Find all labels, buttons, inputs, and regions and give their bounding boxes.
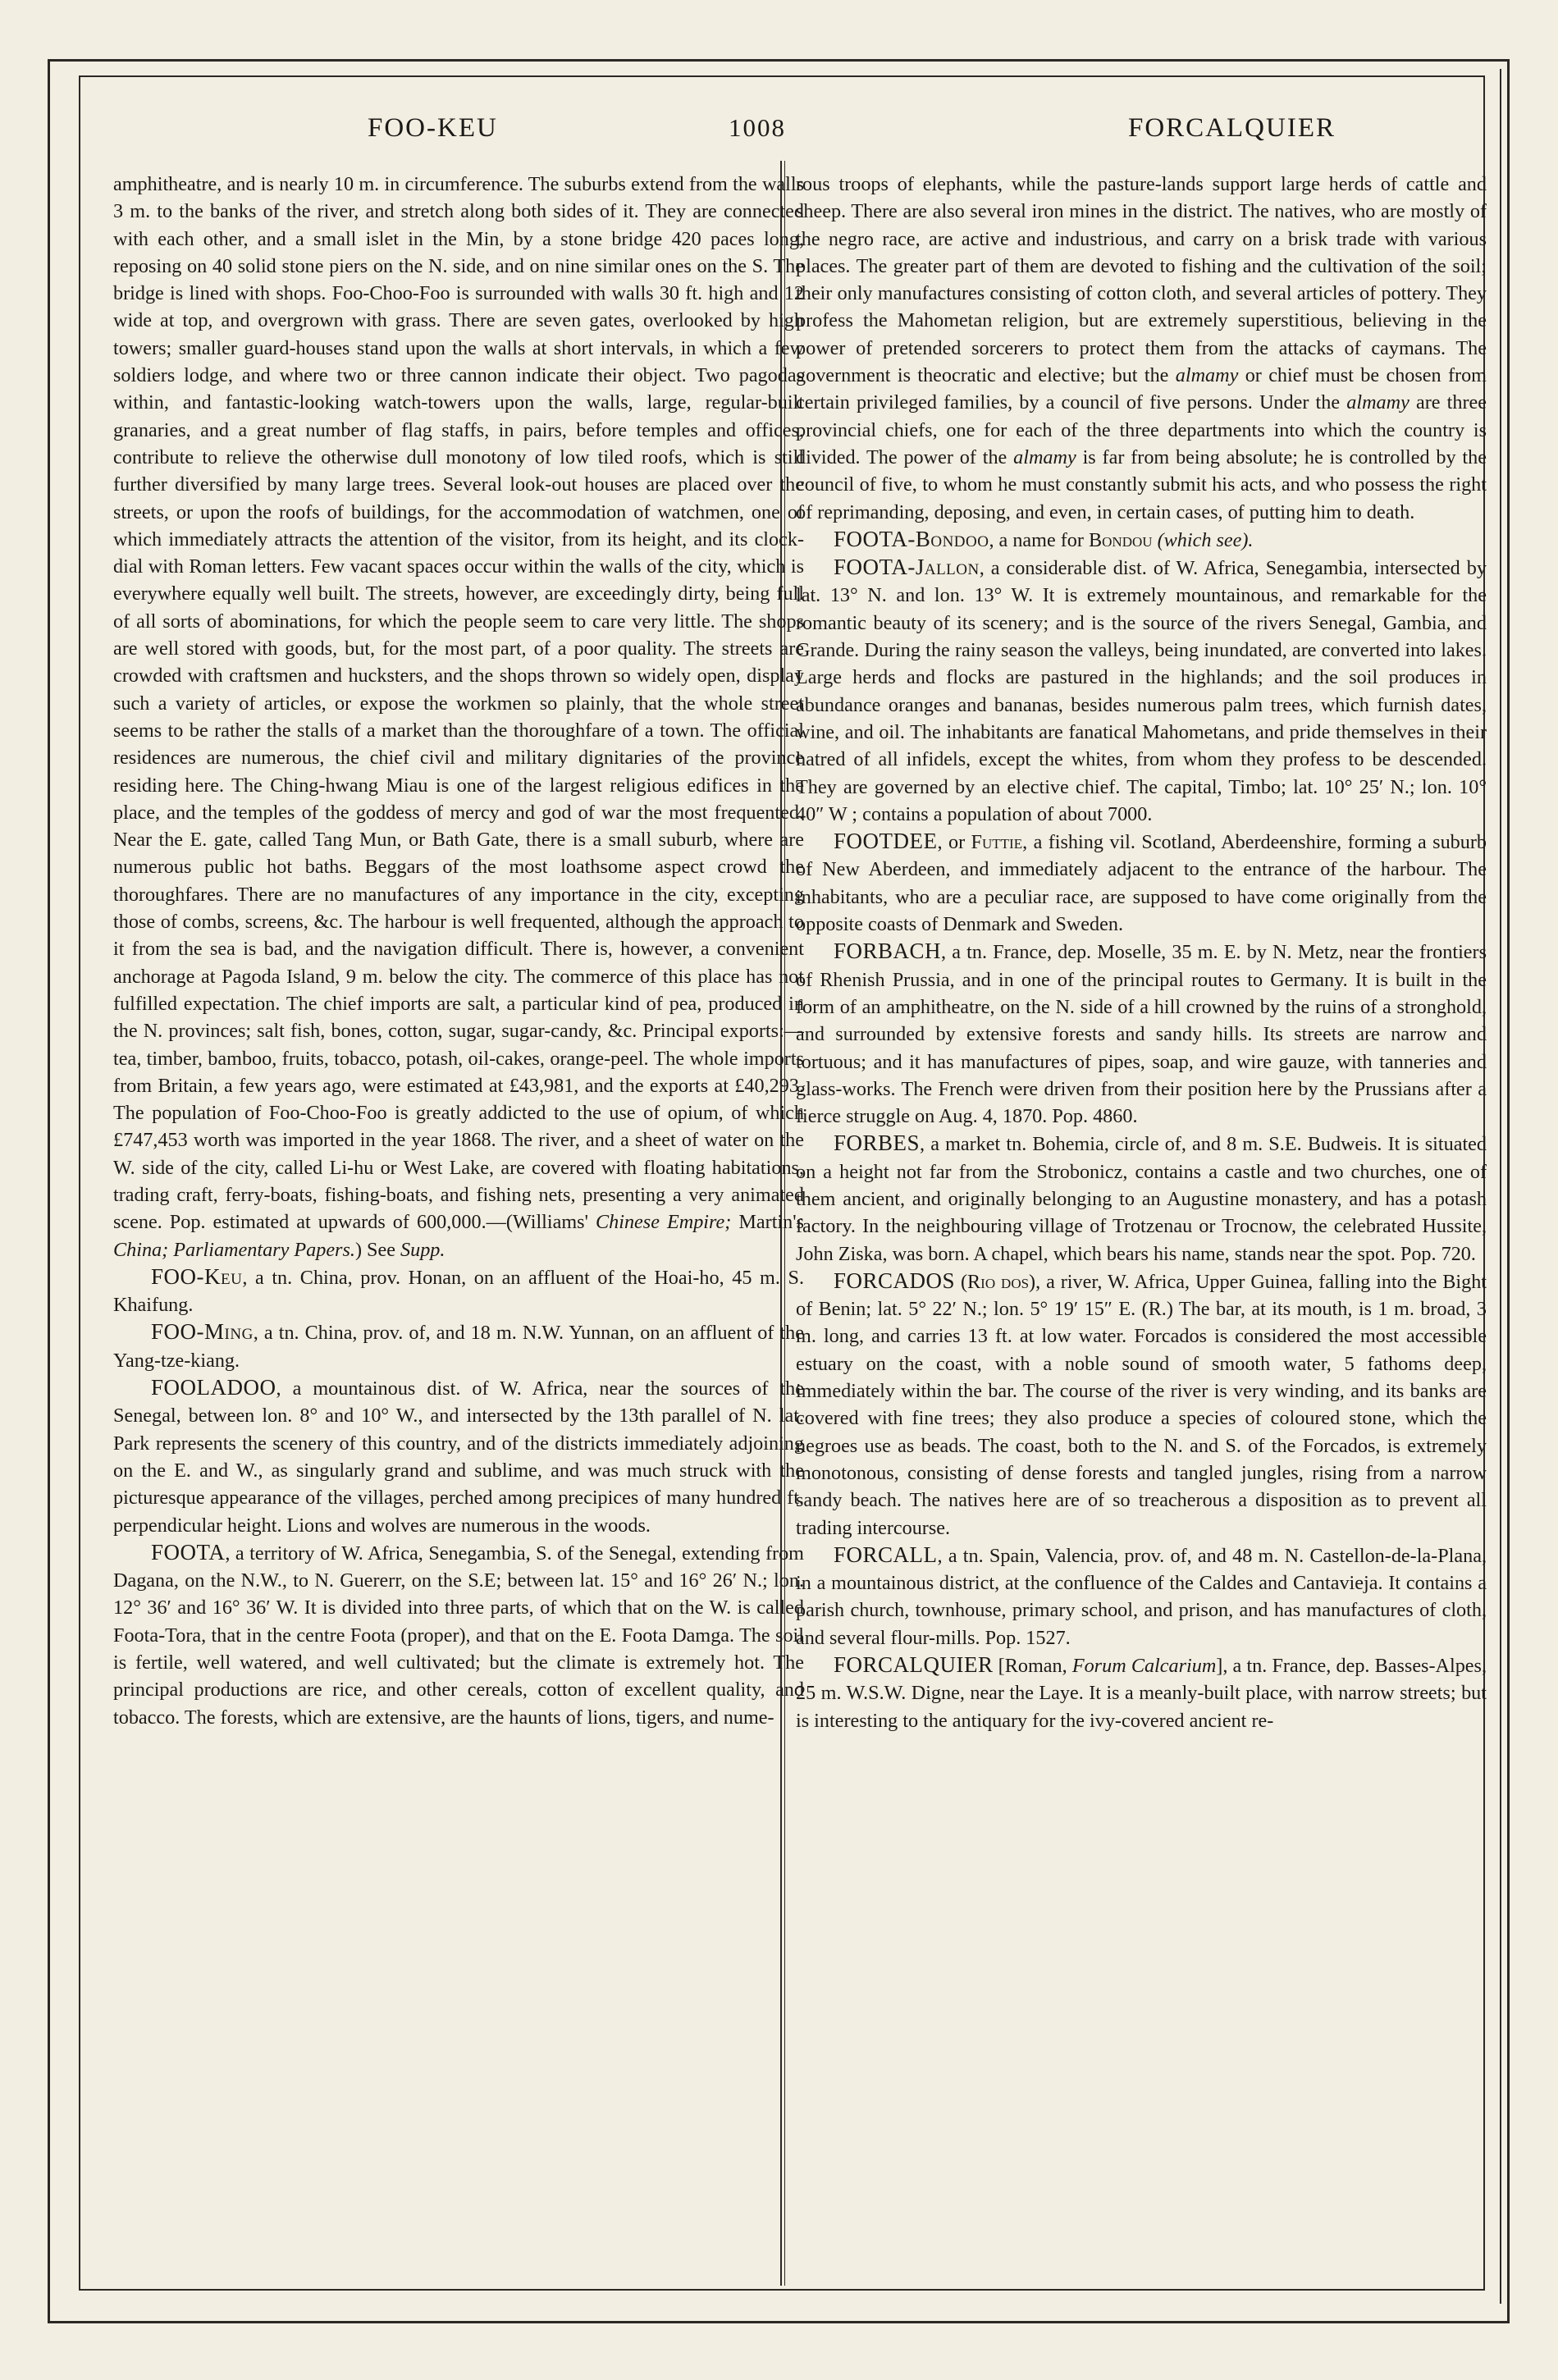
- headword: FORBACH: [834, 939, 942, 964]
- page-number: 1008: [729, 113, 786, 142]
- entry-text: , a mountainous dist. of W. Africa, near the sources of the Senegal, between lon. 8° and 10° W., and intersected by the 13th parallel of N. lat. Park represents the scenery of this country, and of the districts immediately adjoining on the E. and W., as singularly grand and sublime, and was much struck with the picturesque appearance of the villages, perched among precipices of many hundred ft. perpendicular height. Lions and wolves are numerous in the woods.: [113, 1377, 804, 1537]
- right-column: [796, 171, 1487, 2271]
- entry-text: ) See: [354, 1238, 401, 1261]
- headword: FOOTA-Jallon: [834, 555, 980, 580]
- entry-forcados: [796, 1268, 1487, 1542]
- entry-text: [Roman,: [993, 1655, 1072, 1678]
- entry-text: Martin's: [731, 1211, 804, 1234]
- page-border-rule: [1500, 69, 1501, 2304]
- entry-text: , a market tn. Bohemia, circle of, and 8 m. S.E. Budweis. It is situated on a height not far from the Strobonicz, contains a castle and two churches, one of them ancient, and originally belonging to an Augustine monastery, and has a potash factory. In the neighbouring village of Trotzenau or Trocnow, the celebrated Hussite, John Ziska, was born. A chapel, which bears his name, stands near the spot. Pop. 720.: [796, 1133, 1487, 1265]
- entry-forcalquier: [796, 1651, 1487, 1734]
- entry-text: , a tn. France, dep. Moselle, 35 m. E. by N. Metz, near the frontiers of Rhenish Prussia, and in one of the principal routes to Germany. It is built in the form of an amphitheatre, on the N. side of a hill crowned by the ruins of a stronghold, and surrounded by extensive forests and sandy hills. Its streets are narrow and tortuous; and it has manufactures of pipes, soap, and wire gauze, with tanneries and glass-works. The French were driven from their position here by the Prussians after a fierce struggle on Aug. 4, 1870. Pop. 4860.: [796, 941, 1487, 1128]
- entry-text: , or F: [937, 831, 983, 854]
- headword: FORCALL: [834, 1542, 938, 1567]
- continued-entry-foo-choo-foo: [113, 171, 804, 1263]
- entry-foota-bondoo: [796, 526, 1487, 554]
- entry-forcall: [796, 1542, 1487, 1651]
- headword: FOOTA: [151, 1539, 226, 1565]
- entry-text: , a considerable dist. of W. Africa, Senegambia, intersected by lat. 13° N. and lon. 13° W. It is extremely mountainous, and remarkable for the romantic beauty of its scenery; and is the source of the rivers Senegal, Gambia, and Grande. During the rainy season the valleys, being inundated, are converted into lakes. Large herds and flocks are pastured in the highlands; and the soil produces in abundance oranges and bananas, besides numerous palm trees, which furnish dates, wine, and oil. The inhabitants are fanatical Mahometans, and pride themselves in their hatred of all infidels, except the whites, from whom they profess to be descended. They are governed by an elective chief. The capital, Timbo; lat. 10° 25′ N.; lon. 10° 40″ W ; contains a population of about 7000.: [796, 557, 1487, 825]
- headword: FORCALQUIER: [834, 1652, 994, 1678]
- entry-text: ], a tn. France, dep. Basses-Alpes, 25 m. W.S.W. Digne, near the Laye. It is a meanly-built place, with narrow streets; but is interesting to the antiquary for the ivy-covered ancient re-: [796, 1655, 1487, 1732]
- entry-text: , a tn. China, prov. of, and 18 m. N.W. Yunnan, on an affluent of the Yang-tze-kiang.: [113, 1322, 804, 1372]
- headword: FOO-Ming: [151, 1319, 254, 1345]
- left-column: [113, 171, 804, 2271]
- entry-foo-ming: [113, 1318, 804, 1374]
- term: almamy: [1346, 391, 1410, 414]
- running-header: [89, 103, 1475, 153]
- entry-text: , a territory of W. Africa, Senegambia, S. of the Senegal, extending from Dagana, on the N.W., to N. Guererr, on the S.E; between lat. 15° and 16° 26′ N.; lon. 12° 36′ and 16° 36′ W. It is divided into three parts, of which that on the W. is called Foota-Tora, that in the centre Foota (proper), and that on the E. Foota Damga. The soil is fertile, well watered, and well cultivated; but the climate is extremely hot. The principal productions are rice, and other cereals, cotton of excellent quality, and tobacco. The forests, which are extensive, are the haunts of lions, tigers, and nume-: [113, 1542, 804, 1729]
- alternate-name: uttie: [982, 831, 1023, 854]
- entry-forbach: [796, 938, 1487, 1130]
- entry-text: , a name for B: [989, 528, 1103, 551]
- latin-name: Forum Calcarium: [1071, 1655, 1217, 1678]
- citation: Chinese Empire;: [596, 1211, 732, 1234]
- cross-reference-note: (which see).: [1157, 528, 1254, 551]
- term: almamy: [1175, 364, 1239, 387]
- entry-text: , a tn. Spain, Valencia, prov. of, and 48 m. N. Castellon-de-la-Plana, in a mountainous district, at the confluence of the Caldes and Cantavieja. It contains a parish church, townhouse, primary school, and prison, and has manufactures of cloth, and several flour-mills. Pop. 1527.: [796, 1544, 1487, 1649]
- headword: FOOTDEE: [834, 829, 938, 854]
- header-left-guideword: FOO-KEU: [368, 113, 498, 143]
- headword: FOOLADOO: [151, 1375, 276, 1400]
- entry-fooladoo: [113, 1374, 804, 1539]
- entry-text: are three provincial chiefs, one for each of the three departments into which the country is divided. The power of the: [796, 391, 1487, 468]
- headword: FORCADOS: [834, 1268, 956, 1293]
- continued-entry-foota: [796, 171, 1487, 526]
- entry-text: ), a river, W. Africa, Upper Guinea, falling into the Bight of Benin; lat. 5° 22′ N.; lon. 5° 19′ 15″ E. (R.) The bar, at its mouth, is 1 m. broad, 3 m. long, and carries 13 ft. at low water. Forcados is considered the most accessible estuary on the coast, with a noble sound of smooth water, 5 fathoms deep, immediately within the bar. The course of the river is very winding, and its banks are covered with fine trees; they also produce a species of coloured stone, which the negroes use as beads. The coast, both to the N. and S. of the Forcados, is extremely monotonous, consisting of dense forests and tangled jungles, rising from a narrow sandy beach. The natives here are of so treacherous a disposition as to prevent all trading intercourse.: [796, 1270, 1487, 1539]
- headword: FOO-Keu: [151, 1263, 243, 1289]
- entry-foota: [113, 1539, 804, 1731]
- headword: FOOTA-Bondoo: [834, 526, 989, 551]
- entry-text: or chief must be chosen from certain privileged families, by a council of five persons. Under the: [796, 364, 1487, 414]
- cross-reference: Supp.: [400, 1238, 445, 1261]
- entry-text: rous troops of elephants, while the pasture-lands support large herds of cattle and sheep. There are also several iron mines in the district. The natives, who are mostly of the negro race, are active and industrious, and carry on a brisk trade with various places. The greater part of them are devoted to fishing and the cultivation of the soil; their only manufactures consisting of cotton cloth, and several articles of pottery. They profess the Mahometan religion, but are extremely superstitious, believing in the power of pretended sorcerers to protect them from the attacks of caymans. The government is theocratic and elective; but the: [796, 173, 1487, 387]
- entry-forbes: [796, 1130, 1487, 1267]
- header-right-guideword: FORCALQUIER: [1127, 113, 1336, 143]
- entry-text: amphitheatre, and is nearly 10 m. in circumference. The suburbs extend from the walls 3 m. to the banks of the river, and stretch along both sides of it. They are connected with each other, and a small islet in the Min, by a stone bridge 420 paces long, reposing on 40 solid stone piers on the N. side, and on nine similar ones on the S. The bridge is lined with shops. Foo-Choo-Foo is surrounded with walls 30 ft. high and 12 wide at top, and overgrown with grass. There are seven gates, overlooked by high towers; smaller guard-houses stand upon the walls at short intervals, in which a few soldiers lodge, and where two or three cannon indicate their object. Two pagodas within, and fantastic-looking watch-towers upon the walls, large, regular-built granaries, and a great number of flag staffs, in pairs, before temples and offices, contribute to relieve the otherwise dull monotony of low tiled roofs, which is still further diversified by many large trees. Several look-out houses are placed over the streets, or upon the roofs of buildings, for the accommodation of watchmen, one of which immediately attracts the attention of the visitor, from its height, and its clock-dial with Roman letters. Few vacant spaces occur within the walls of the city, which is everywhere equally well built. The streets, however, are exceedingly dirty, being full of all sorts of abominations, for which the people seem to care very little. The shops are well stored with goods, but, for the most part, of a poor quality. The streets are crowded with craftsmen and hucksters, and the shops thrown so widely open, display such a variety of articles, or expose the workmen so plainly, that the whole street seems to be rather the stalls of a market than the thoroughfare of a town. The official residences are numerous, the chief civil and military dignitaries of the province residing here. The Ching-hwang Miau is one of the largest religious edifices in the place, and the temples of the goddess of mercy and god of war the most frequented. Near the E. gate, called Tang Mun, or Bath Gate, there is a small suburb, where are numerous public hot baths. Beggars of the most loathsome aspect crowd the thoroughfares. There are no manufactures of any importance in the city, excepting those of combs, screens, &c. The harbour is well frequented, although the approach to it from the sea is bad, and the navigation difficult. There is, however, a convenient anchorage at Pagoda Island, 9 m. below the city. The commerce of this place has not fulfilled expectation. The chief imports are salt, a particular kind of pea, produced in the N. provinces; salt fish, bones, cotton, sugar, sugar-candy, &c. Principal exports:—tea, timber, bamboo, fruits, tobacco, potash, oil-cakes, orange-peel. The whole imports from Britain, a few years ago, were estimated at £43,981, and the exports at £40,293. The population of Foo-Choo-Foo is greatly addicted to the use of opium, of which £747,453 worth was imported in the year 1868. The river, and a sheet of water on the W. side of the city, called Li-hu or West Lake, are covered with floating habitations, trading craft, ferry-boats, fishing-boats, and fishing nets, presenting a very animated scene. Pop. estimated at upwards of 600,000.—(Williams': [113, 173, 804, 1234]
- alternate-name: io dos: [980, 1270, 1030, 1293]
- entry-foo-keu: [113, 1263, 804, 1319]
- entry-text: is far from being absolute; he is controlled by the council of five, to whom he must constantly submit his acts, and who possess the right of reprimanding, deposing, and even, in certain cases, of putting him to death.: [796, 445, 1487, 523]
- cross-reference: ondou: [1102, 528, 1153, 551]
- entry-foota-jallon: [796, 554, 1487, 828]
- citation: China; Parliamentary Papers.: [113, 1238, 355, 1261]
- term: almamy: [1013, 445, 1076, 468]
- entry-text: , a fishing vil. Scotland, Aberdeenshire, forming a suburb of New Aberdeen, and immediately adjacent to the entrance of the harbour. The inhabitants, who are a peculiar race, are supposed to have come originally from the opposite coasts of Denmark and Sweden.: [796, 831, 1487, 936]
- headword: FORBES: [834, 1131, 921, 1156]
- entry-text: , a tn. China, prov. Honan, on an affluent of the Hoai-ho, 45 m. S. Khaifung.: [113, 1266, 804, 1317]
- entry-text: (R: [955, 1270, 981, 1293]
- entry-footdee: [796, 828, 1487, 938]
